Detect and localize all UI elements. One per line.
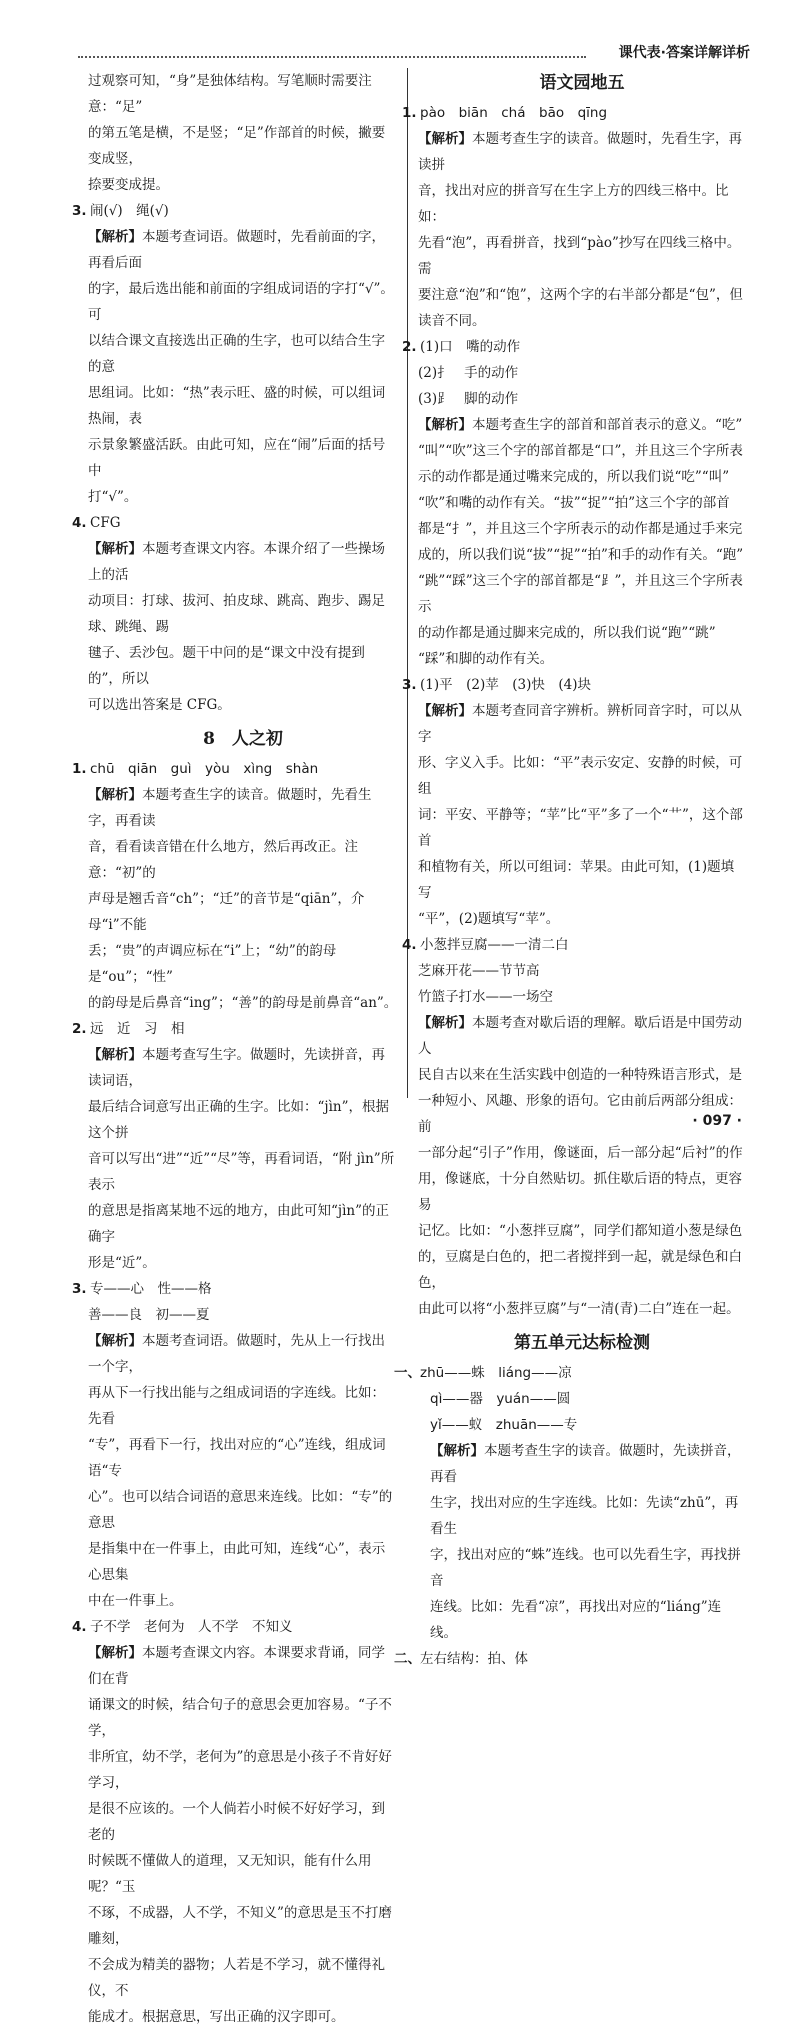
answer: 善——良 初——夏 xyxy=(88,1307,210,1323)
text-line: 声母是翘舌音“ch”；“迁”的音节是“qiān”，介母“i”不能 xyxy=(88,891,365,933)
text-line: 本题考查生字的读音。做题时，先读拼音，再看 xyxy=(430,1443,741,1485)
text-line: 是指集中在一件事上，由此可知，连线“心”，表示心思集 xyxy=(88,1541,386,1583)
question-4 xyxy=(72,510,398,718)
text-line: 心”。也可以结合词语的意思来连线。比如：“专”的意思 xyxy=(88,1489,393,1531)
text-line: 本题考查词语。做题时，先从上一行找出一个字， xyxy=(88,1333,385,1375)
analysis-label: 【解析】 xyxy=(88,1645,142,1661)
text-line: 生字，找出对应的生字连线。比如：先读“zhū”，再看生 xyxy=(430,1495,739,1537)
answer: chū qiān guì yòu xìng shàn xyxy=(90,761,319,777)
answer: yǐ——蚁 zhuān——专 xyxy=(430,1417,578,1433)
text-line: 的第五笔是横，不是竖；“足”作部首的时候，撇要变成竖， xyxy=(88,125,386,167)
question-number: 3. xyxy=(72,1281,87,1297)
question-number: 1. xyxy=(72,761,87,777)
analysis-label: 【解析】 xyxy=(88,787,142,803)
text-line: 连线。比如：先看“凉”，再找出对应的“liáng”连线。 xyxy=(430,1599,722,1641)
answer: (1)口 嘴的动作 xyxy=(420,339,521,355)
text-line: 本题考查课文内容。本课介绍了一些操场上的活 xyxy=(88,541,385,583)
answer: 专——心 性——格 xyxy=(90,1281,212,1297)
text-line: 的意思是指离某地不远的地方，由此可知“jìn”的正确字 xyxy=(88,1203,390,1245)
analysis-label: 【解析】 xyxy=(418,131,472,147)
text-line: 示景象繁盛活跃。由此可知，应在“闹”后面的括号中 xyxy=(88,437,386,479)
text-line: 的字，最后选出能和前面的字组成词语的字打“√”。可 xyxy=(88,281,394,323)
question-number: 4. xyxy=(402,937,417,953)
text-line: “叫”“吹”这三个字的部首都是“口”，并且这三个字所表 xyxy=(418,443,743,459)
question-number: 3. xyxy=(402,677,417,693)
lesson8-question-2 xyxy=(72,1016,398,1276)
text-line: 捺要变成提。 xyxy=(88,177,169,193)
text-line: 要注意“泡”和“饱”，这两个字的右半部分都是“包”，但 xyxy=(418,287,743,303)
text-line: 不会成为精美的器物；人若是不学习，就不懂得礼仪，不 xyxy=(88,1957,385,1999)
text-line: 可以选出答案是 CFG。 xyxy=(88,697,231,713)
text-line: 不琢，不成器，人不学，不知义”的意思是玉不打磨雕刻， xyxy=(88,1905,392,1947)
text-line: 过观察可知，“身”是独体结构。写笔顺时需要注意：“足” xyxy=(88,73,372,115)
text-line: 形、字义入手。比如：“平”表示安定、安静的时候，可组 xyxy=(418,755,743,797)
text-line: “踩”和脚的动作有关。 xyxy=(418,651,554,667)
text-line: 一部分起“引子”作用，像谜面，后一部分起“后衬”的作 xyxy=(418,1145,743,1161)
answer: qì——器 yuán——圆 xyxy=(430,1391,571,1407)
question-3 xyxy=(72,198,398,510)
question-number: 3. xyxy=(72,203,87,219)
text-line: 和植物有关，所以可组词：苹果。由此可知，(1)题填写 xyxy=(418,859,735,901)
text-line: 本题考查课文内容。本课要求背诵，同学们在背 xyxy=(88,1645,385,1687)
text-line: 再从下一行找出能与之组成词语的字连线。比如：先看 xyxy=(88,1385,385,1427)
text-line: 一种短小、风趣、形象的语句。它由前后两部分组成：前 xyxy=(418,1093,742,1135)
header-dotted-line xyxy=(78,56,586,58)
text-line: 丢；“贵”的声调应标在“i”上；“幼”的韵母是“ou”；“性” xyxy=(88,943,337,985)
text-line: 以结合课文直接选出正确的生字，也可以结合生字的意 xyxy=(88,333,385,375)
page-header xyxy=(78,42,750,62)
text-line: 形是“近”。 xyxy=(88,1255,156,1271)
answer: 小葱拌豆腐——一清二白 xyxy=(420,937,569,953)
text-line: 本题考查对歇后语的理解。歇后语是中国劳动人 xyxy=(418,1015,742,1057)
text-line: 本题考查写生字。做题时，先读拼音，再读词语， xyxy=(88,1047,385,1089)
text-line: 毽子、丢沙包。题干中问的是“课文中没有提到的”，所以 xyxy=(88,645,365,687)
section-title: 语文园地五 xyxy=(539,73,625,93)
page-number: · 097 · xyxy=(692,1113,742,1129)
text-line: “跳”“踩”这三个字的部首都是“⻊”，并且这三个字所表示 xyxy=(418,573,743,615)
text-line: 读音不同。 xyxy=(418,313,486,329)
unit-question-2 xyxy=(394,1646,746,1672)
analysis-label: 【解析】 xyxy=(418,703,472,719)
text-line: 是很不应该的。一个人倘若小时候不好好学习，到老的 xyxy=(88,1801,385,1843)
analysis-label: 【解析】 xyxy=(430,1443,484,1459)
garden-question-1 xyxy=(402,100,746,334)
answer: pào biān chá bāo qīng xyxy=(420,105,608,121)
text-line: 的动作都是通过脚来完成的，所以我们说“跑”“跳” xyxy=(418,625,716,641)
text-line: 的，豆腐是白色的，把二者搅拌到一起，就是绿色和白色， xyxy=(418,1249,742,1291)
lesson8-question-1 xyxy=(72,756,398,1016)
analysis-label: 【解析】 xyxy=(88,541,142,557)
text-line: 本题考查生字的部首和部首表示的意义。“吃” xyxy=(472,417,743,433)
lesson8-question-3 xyxy=(72,1276,398,1614)
answer: 子不学 老何为 人不学 不知义 xyxy=(90,1619,293,1635)
question-number: 二、 xyxy=(394,1651,421,1667)
answer: zhū——蛛 liáng——凉 xyxy=(420,1365,572,1381)
text-line: 能成才。根据意思，写出正确的汉字即可。 xyxy=(88,2009,345,2025)
text-line: 非所宜，幼不学，老何为”的意思是小孩子不肯好好学习， xyxy=(88,1749,392,1791)
text-line: 音可以写出“进”“近”“尽”等，再看词语，“附 jìn”所表示 xyxy=(88,1151,395,1193)
intro-paragraph xyxy=(88,68,398,198)
lesson8-question-4 xyxy=(72,1614,398,2030)
text-line: 打“√”。 xyxy=(88,489,138,505)
right-column xyxy=(394,68,746,1672)
question-number: 1. xyxy=(402,105,417,121)
text-line: 都是“扌”，并且这三个字所表示的动作都是通过手来完 xyxy=(418,521,743,537)
analysis-label: 【解析】 xyxy=(88,229,142,245)
answer: CFG xyxy=(90,515,121,531)
text-line: “专”，再看下一行，找出对应的“心”连线，组成词语“专 xyxy=(88,1437,386,1479)
question-number: 2. xyxy=(72,1021,87,1037)
text-line: 动项目：打球、拔河、拍皮球、跳高、跑步、踢足球、跳绳、踢 xyxy=(88,593,385,635)
garden-question-3 xyxy=(402,672,746,932)
text-line: 民自古以来在生活实践中创造的一种特殊语言形式，是 xyxy=(418,1067,742,1083)
unit-test-title: 第五单元达标检测 xyxy=(514,1333,650,1353)
text-line: “吹”和嘴的动作有关。“拔”“捉”“拍”这三个字的部首 xyxy=(418,495,730,511)
text-line: 示的动作都是通过嘴来完成的，所以我们说“吃”“叫” xyxy=(418,469,730,485)
analysis-label: 【解析】 xyxy=(88,1047,142,1063)
text-line: 字，找出对应的“蛛”连线。也可以先看生字，再找拼音 xyxy=(430,1547,741,1589)
text-line: 中在一件事上。 xyxy=(88,1593,183,1609)
text-line: 本题考查同音字辨析。辨析同音字时，可以从字 xyxy=(418,703,742,745)
text-line: “平”，(2)题填写“苹”。 xyxy=(418,911,560,927)
text-line: 用，像谜底，十分自然贴切。抓住歇后语的特点，更容易 xyxy=(418,1171,742,1213)
garden-question-2 xyxy=(402,334,746,672)
text-line: 音，找出对应的拼音写在生字上方的四线三格中。比如： xyxy=(418,183,729,225)
question-number: 2. xyxy=(402,339,417,355)
text-line: 先看“泡”，再看拼音，找到“pào”抄写在四线三格中。需 xyxy=(418,235,741,277)
text-line: 本题考查词语。做题时，先看前面的字，再看后面 xyxy=(88,229,385,271)
header-title: 课代表·答案详解详析 xyxy=(618,45,750,61)
answer: 竹篮子打水——一场空 xyxy=(418,989,553,1005)
answer: 远 近 习 相 xyxy=(90,1021,185,1037)
text-line: 的韵母是后鼻音“ing”；“善”的韵母是前鼻音“an”。 xyxy=(88,995,398,1011)
left-column xyxy=(72,68,398,2030)
answer: (2)扌 手的动作 xyxy=(418,365,519,381)
answer: 闹(√) 绳(√) xyxy=(90,203,169,219)
lesson-title: 8 人之初 xyxy=(203,729,283,749)
text-line: 本题考查生字的读音。做题时，先看生字，再看读 xyxy=(88,787,372,829)
text-line: 成的，所以我们说“拔”“捉”“拍”和手的动作有关。“跑” xyxy=(418,547,744,563)
analysis-label: 【解析】 xyxy=(418,417,472,433)
answer: (1)平 (2)苹 (3)快 (4)块 xyxy=(420,677,591,693)
text-line: 最后结合词意写出正确的生字。比如：“jìn”，根据这个拼 xyxy=(88,1099,390,1141)
text-line: 时候既不懂做人的道理，又无知识，能有什么用呢？“玉 xyxy=(88,1853,372,1895)
question-number: 一、 xyxy=(394,1365,421,1381)
analysis-label: 【解析】 xyxy=(88,1333,142,1349)
answer: (3)⻊ 脚的动作 xyxy=(418,391,519,407)
text-line: 词：平安、平静等；“苹”比“平”多了一个“艹”，这个部首 xyxy=(418,807,743,849)
answer: 左右结构：拍、体 xyxy=(420,1651,528,1667)
question-number: 4. xyxy=(72,1619,87,1635)
text-line: 诵课文的时候，结合句子的意思会更加容易。“子不学， xyxy=(88,1697,392,1739)
text-line: 记忆。比如：“小葱拌豆腐”，同学们都知道小葱是绿色 xyxy=(418,1223,743,1239)
unit-question-1 xyxy=(394,1360,746,1646)
text-line: 由此可以将“小葱拌豆腐”与“一清(青)二白”连在一起。 xyxy=(418,1301,740,1317)
text-line: 思组词。比如：“热”表示旺、盛的时候，可以组词热闹，表 xyxy=(88,385,386,427)
analysis-label: 【解析】 xyxy=(418,1015,472,1031)
text-line: 本题考查生字的读音。做题时，先看生字，再读拼 xyxy=(418,131,742,173)
answer: 芝麻开花——节节高 xyxy=(418,963,540,979)
text-line: 音，看看读音错在什么地方，然后再改正。注意：“初”的 xyxy=(88,839,358,881)
question-number: 4. xyxy=(72,515,87,531)
